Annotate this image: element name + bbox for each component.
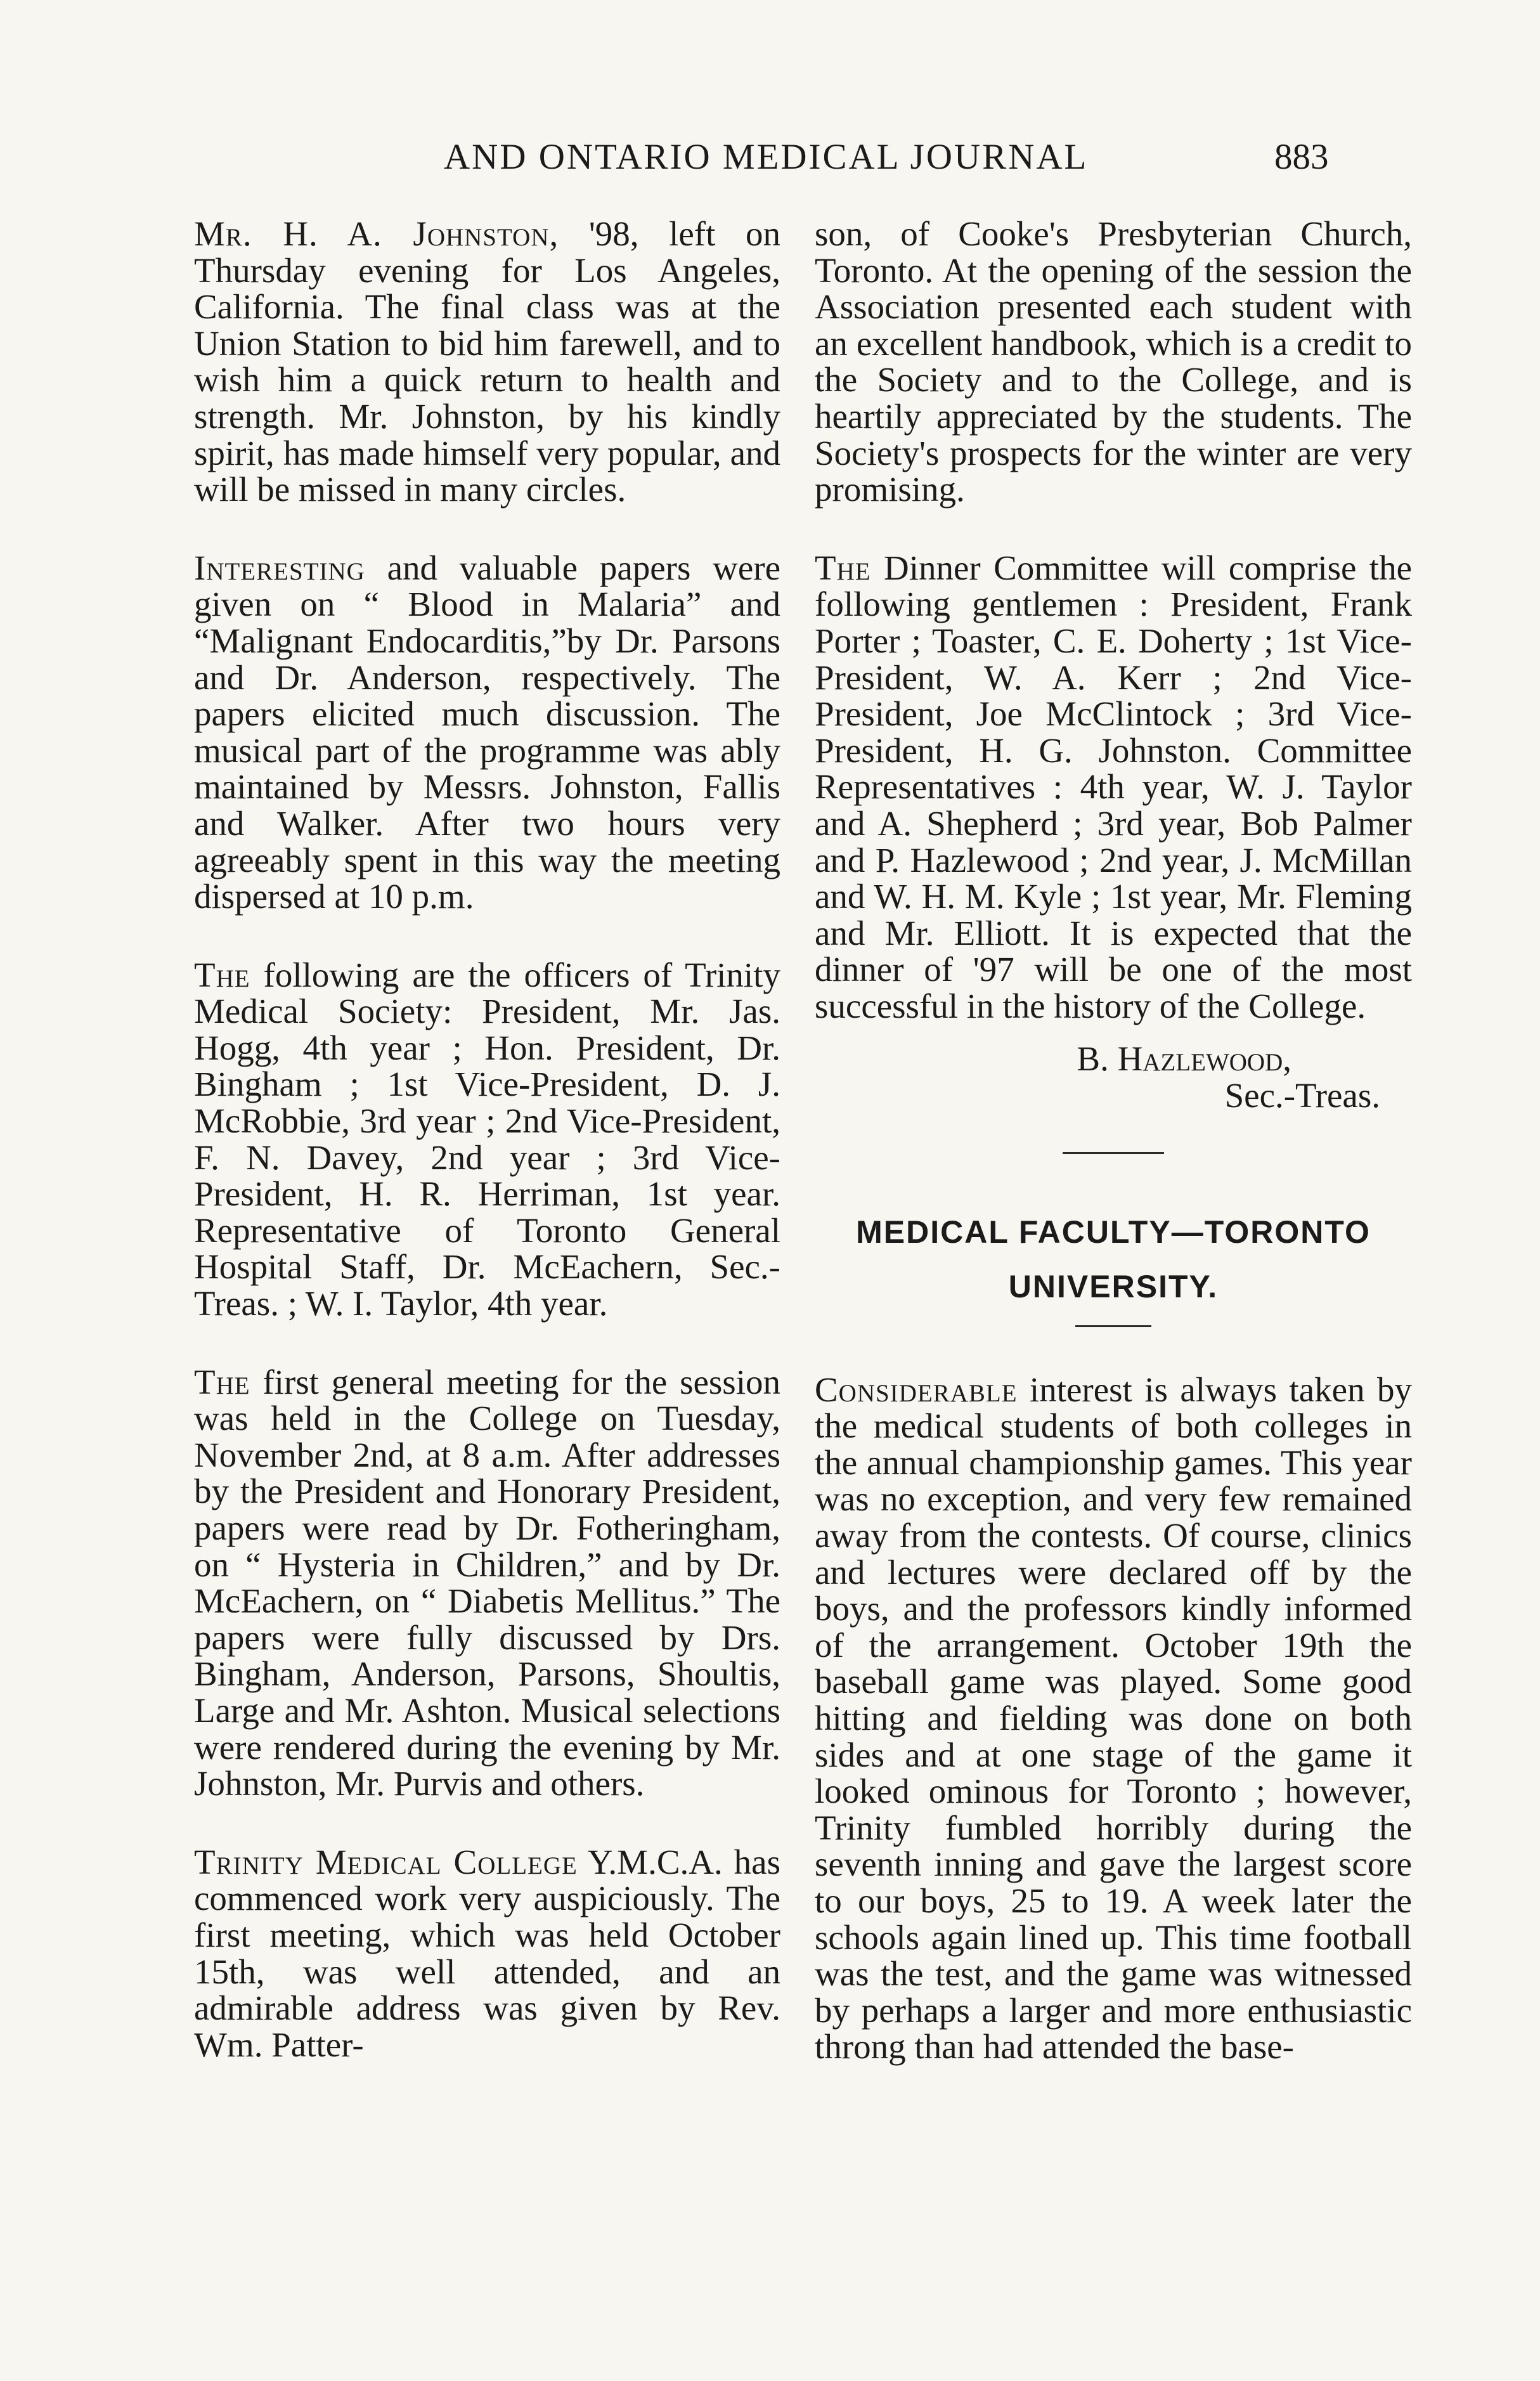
heading-underline <box>1075 1325 1151 1327</box>
paragraph-ymca <box>194 1844 780 2063</box>
paragraph-dinner-committee <box>815 550 1412 1025</box>
left-column <box>194 216 780 2105</box>
paragraph-text: interest is always taken by the medical students of both colleges in the annual championship games. This year was no exception, and very few remained away from the contests. Of course, clinics and lectures were declared off by the boys, and the professors kindly informed of the arrangement. October 19th the baseball game was played. Some good hitting and fielding was done on both sides and at one stage of the game it looked ominous for Toronto ; however, Trinity fumbled horribly during the seventh inning and gave the largest score to our boys, 25 to 19. A week later the schools again lined up. This time football was the test, and the game was witnessed by perhaps a larger and more enthusiastic throng than had attended the base- <box>815 1370 1412 2066</box>
paragraph-text: and valuable papers were given on “ Blood in Malaria” and “Malignant Endocarditis,”by Dr. Parsons and Dr. Anderson, respectively. The papers elicited much discussion. The musical part of the programme was ably maintained by Messrs. Johnston, Fallis and Walker. After two hours very agreeably spent in this way the meeting dispersed at 10 p.m. <box>194 548 780 916</box>
paragraph-text: '98, left on Thursday evening for Los Angeles, California. The final class was at the Union Station to bid him farewell, and to wish him a quick return to health and strength. Mr. Johnston, by his kindly spirit, has made himself very popular, and will be missed in many circles. <box>194 214 780 509</box>
page-number: 883 <box>1274 137 1329 177</box>
signature-title: Sec.-Treas. <box>1224 1076 1380 1115</box>
paragraph-lead: Interesting <box>194 548 365 587</box>
section-heading-line-1: MEDICAL FACULTY—TORONTO <box>856 1214 1371 1250</box>
signature-name: B. Hazlewood, <box>1077 1039 1291 1079</box>
paragraph-lead: The <box>194 1362 250 1401</box>
paragraph-lead: The <box>815 548 871 587</box>
paragraph-ymca-continued: son, of Cooke's Presbyterian Church, Toronto. At the opening of the session the Association presented each student with an excellent handbook, which is a credit to the Society and to the College, and is heartily appreciated by the students. The Society's prospects for the winter are very promising. <box>815 214 1412 509</box>
section-heading-line-2: UNIVERSITY. <box>1008 1268 1219 1304</box>
section-divider <box>1063 1152 1164 1154</box>
paragraph-championship-games <box>815 1372 1412 2065</box>
paragraph-johnston-departure <box>194 216 780 508</box>
paragraph-officers <box>194 957 780 1322</box>
right-column <box>815 216 1412 2107</box>
paragraph-text: Y.M.C.A. has commenced work very auspiciously. The first meeting, which was held October 15th, was well attended, and an admirable address was given by Rev. Wm. Patter- <box>194 1842 781 2064</box>
paragraph-lead: Mr. H. A. Johnston, <box>194 214 559 253</box>
running-head <box>0 136 1540 187</box>
paragraph-general-meeting <box>194 1364 780 1802</box>
paragraph-text: Dinner Committee will comprise the following gentlemen : President, Frank Porter ; Toaster, C. E. Doherty ; 1st Vice-President, W. A. Kerr ; 2nd Vice-President, Joe McClintock ; 3rd Vice-President, H. G. Johnston. Committee Representatives : 4th year, W. J. Taylor and A. Shepherd ; 3rd year, Bob Palmer and P. Hazlewood ; 2nd year, J. McMillan and W. H. M. Kyle ; 1st year, Mr. Fleming and Mr. Elliott. It is expected that the dinner of '97 will be one of the most successful in the history of the College. <box>815 548 1412 1025</box>
signature-block <box>815 1041 1412 1113</box>
paragraph-text: following are the officers of Trinity Medical Society: President, Mr. Jas. Hogg, 4th year ; Hon. President, Dr. Bingham ; 1st Vice-President, D. J. McRobbie, 3rd year ; 2nd Vice-President, F. N. Davey, 2nd year ; 3rd Vice-President, H. R. Herriman, 1st year. Representative of Toronto General Hospital Staff, Dr. McEachern, Sec.-Treas. ; W. I. Taylor, 4th year. <box>194 955 780 1323</box>
paragraph-lead: Considerable <box>815 1370 1018 1409</box>
paragraph-text: first general meeting for the session was held in the College on Tuesday, November 2nd, at 8 a.m. After addresses by the President and Honorary President, papers were read by Dr. Fotheringham, on “ Hysteria in Children,” and by Dr. McEachern, on “ Diabetis Mellitus.” The papers were fully discussed by Drs. Bingham, Anderson, Parsons, Shoultis, Large and Mr. Ashton. Musical selections were rendered during the evening by Mr. Johnston, Mr. Purvis and others. <box>194 1362 780 1803</box>
running-title: AND ONTARIO MEDICAL JOURNAL <box>444 137 1089 177</box>
paragraph-lead: Trinity Medical College <box>194 1842 578 1881</box>
paragraph-lead: The <box>194 955 250 994</box>
paragraph-papers <box>194 550 780 915</box>
section-heading <box>815 1205 1412 1314</box>
